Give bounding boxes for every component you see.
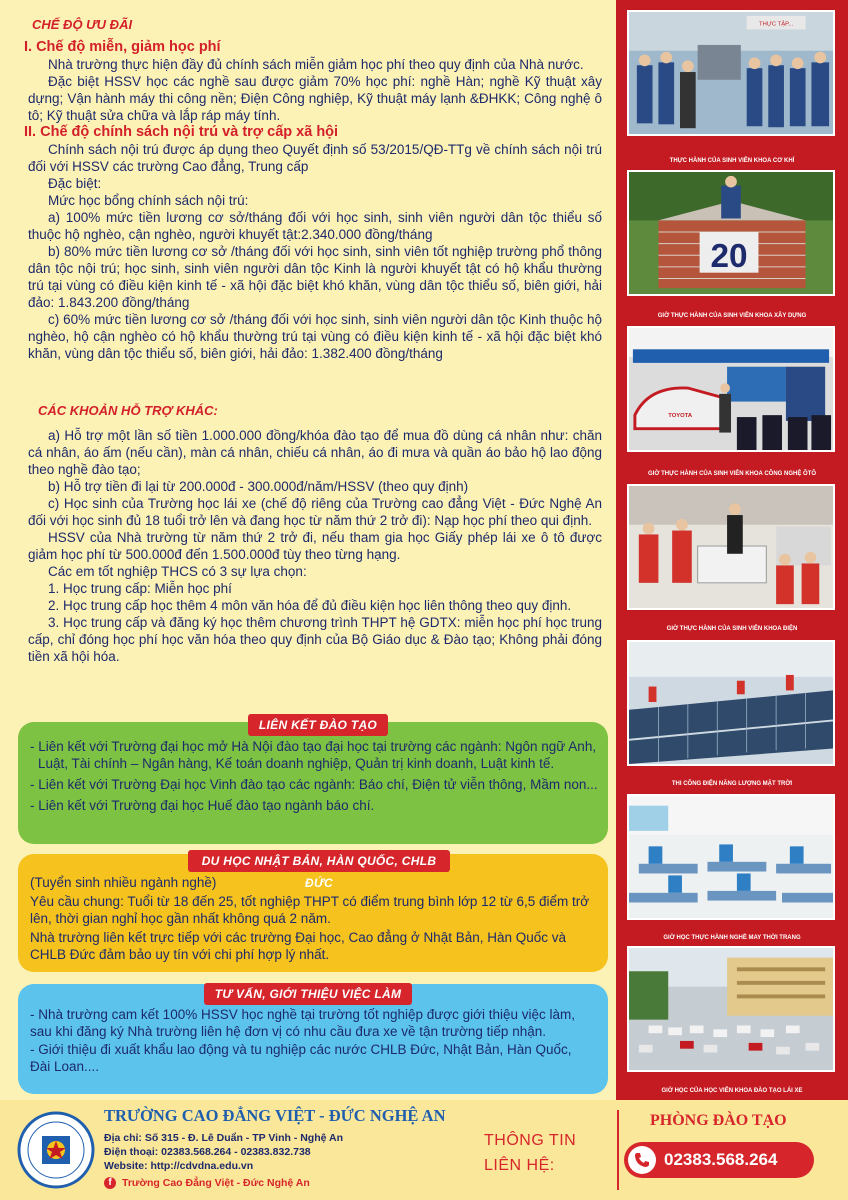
list-item: Nhà trường liên kết trực tiếp với các trường Đại học, Cao đẳng ở Nhật Bản, Hàn Quốc và CHLB Đức đảm bảo uy tín với chi phí hợp lý nhất. [30,930,567,962]
photo-tailoring [627,794,835,920]
training-link-list [30,738,598,814]
support-paragraph: Các em tốt nghiệp THCS có 3 sự lựa chọn: [48,564,307,579]
photo-electrical [627,484,835,610]
photo-automotive [627,326,835,452]
phone-icon [628,1146,656,1174]
contact-label-line: THÔNG TIN [484,1132,577,1149]
part2-paragraph: Chính sách nội trú được áp dụng theo Quyết định số 53/2015/QĐ-TTg về chính sách nội trú đối với HSSV các trường Cao đẳng, Trung cấp [28,142,602,174]
contact-label [484,1128,576,1178]
photo-column [616,0,848,1100]
photo-caption: THỰC HÀNH CỦA SINH VIÊN KHOA CƠ KHÍ [669,158,795,164]
photo-caption: GIỜ THỰC HÀNH CỦA SINH VIÊN KHOA ĐIỆN [666,626,798,632]
policy-section [24,16,602,362]
support-section [28,402,602,665]
photo-caption: GIỜ HỌC THỰC HÀNH NGHỀ MAY THỜI TRANG [663,935,801,941]
part2-paragraph: b) 80% mức tiền lương cơ sở /tháng đối với học sinh, sinh viên tốt nghiệp trường phổ thông dân tộc nội trú; học sinh, sinh viên người dân tộc Kinh là người khuyết tật có hộ khẩu thường trú tại vùng có điều kiện kinh tế - xã hội đặc biệt khó khăn, vùng dân tộc thiểu số, biên giới, hải đảo: 1.843.200 đồng/tháng [28,244,602,310]
list-item: (Tuyển sinh nhiều ngành nghề) [30,875,217,890]
part2-paragraph: Mức học bổng chính sách nội trú: [48,193,249,208]
list-item: - Nhà trường cam kết 100% HSSV học nghề tại trường tốt nghiệp được giới thiệu việc làm, sau khi đăng ký Nhà trường liên hệ đơn vị có nhu cầu đưa xe về tận trường tiếp nhận. [30,1007,576,1039]
study-abroad-list [30,874,596,963]
part1-paragraph: Nhà trường thực hiện đầy đủ chính sách miễn giảm học phí theo quy định của Nhà nước. [48,57,584,72]
study-abroad-title: DU HỌC NHẬT BẢN, HÀN QUỐC, CHLB ĐỨC [188,850,450,872]
hotline-number: 02383.568.264 [664,1150,778,1169]
list-item: Yêu cầu chung: Tuổi từ 18 đến 25, tốt nghiệp THPT có điểm trung bình lớp 12 từ 6,5 điểm trở lên, thời gian nghỉ học gần nhất không quá 2 năm. [30,894,590,926]
support-paragraph: 1. Học trung cấp: Miễn học phí [48,581,232,596]
photo-badge: TOYOTA [668,413,693,420]
list-item: - Liên kết với Trường Đại học Vinh đào tạo các ngành: Báo chí, Điện tử viễn thông, Mầm non... [30,777,598,792]
school-logo-icon [16,1110,96,1190]
photo-badge: 20 [710,238,748,275]
contact-label-line: LIÊN HỆ: [484,1157,555,1174]
address: Địa chỉ: Số 315 - Đ. Lê Duẩn - TP Vinh - Nghệ An [104,1132,344,1144]
policy-heading: CHẾ ĐỘ ƯU ĐÃI [32,17,133,32]
training-link-title: LIÊN KẾT ĐÀO TẠO [248,714,388,736]
part1-title: I. Chế độ miễn, giảm học phí [24,39,221,55]
support-paragraph: 3. Học trung cấp và đăng ký học thêm chương trình THPT hệ GDTX: miễn học phí học trung cấp, chỉ đóng học phí học văn hóa theo quy định của Bộ Giáo dục & Đào tạo; Không phải đóng tiền xã hội hóa. [28,615,602,664]
job-advice-title: TƯ VẤN, GIỚI THIỆU VIỆC LÀM [204,983,412,1005]
support-paragraph: HSSV của Nhà trường từ năm thứ 2 trở đi, nếu tham gia học Giấy phép lái xe ô tô được giảm học phí từ 500.000đ đến 1.500.000đ tùy theo từng hạng. [28,530,602,562]
support-heading: CÁC KHOẢN HỖ TRỢ KHÁC: [38,403,218,418]
photo-mechanical [627,10,835,136]
website-link[interactable]: Website: http://cdvdna.edu.vn [104,1160,254,1172]
list-item: - Giới thiệu đi xuất khẩu lao động và tu nghiệp các nước CHLB Đức, Nhật Bản, Hàn Quốc, Đài Loan.... [30,1042,572,1074]
part2-paragraph: c) 60% mức tiền lương cơ sở /tháng đối với học sinh, sinh viên người dân tộc Kinh thuộc hộ nghèo, hộ cận nghèo có hộ khẩu thường trú tại vùng có điều kiện kinh tế - xã hội đặc biệt khó khăn, vùng dân tộc thiểu số, biên giới, hải đảo: 1.382.400 đồng/tháng [28,312,602,361]
photo-solar [627,640,835,766]
part2-title: II. Chế độ chính sách nội trú và trợ cấp xã hội [24,124,339,140]
contact-details [104,1131,343,1173]
facebook-icon: f [104,1177,116,1189]
support-paragraph: c) Học sinh của Trường học lái xe (chế độ riêng của Trường cao đẳng Việt - Đức Nghệ An đối với học sinh đủ 18 tuổi trở lên và đang học từ năm thứ 2 trở đi): Nạp học phí theo qui định. [28,496,602,528]
part1-paragraph: Đặc biệt HSSV học các nghề sau được giảm 70% học phí: nghề Hàn; nghề Kỹ thuật xây dựng; Vận hành máy thi công nền; Điện Công nghiệp, Kỹ thuật máy lạnh &ĐHKK; Công nghệ ô tô; Kỹ thuật sửa chữa và lắp ráp máy tính. [28,74,602,123]
photo-caption: GIỜ THỰC HÀNH CỦA SINH VIÊN KHOA XÂY DỰNG [657,313,807,319]
support-paragraph: b) Hỗ trợ tiền đi lại từ 200.000đ - 300.000đ/năm/HSSV (theo quy định) [48,479,469,494]
office-title: PHÒNG ĐÀO TẠO [650,1112,787,1129]
hotline-badge[interactable] [624,1142,814,1178]
photo-caption: THI CÔNG ĐIỆN NĂNG LƯỢNG MẶT TRỜI [671,781,793,787]
job-advice-list [30,1006,594,1075]
list-item: - Liên kết với Trường đại học mở Hà Nội đào tạo đại học tại trường các ngành: Ngôn ngữ Anh, Luật, Tài chính – Ngân hàng, Kế toán doanh nghiệp, Quản trị kinh doanh, Luật kinh tế. [30,739,597,771]
support-paragraph: a) Hỗ trợ một lần số tiền 1.000.000 đồng/khóa đào tạo để mua đồ dùng cá nhân như: chăn cá nhân, áo ấm (nếu cần), màn cá nhân, chiếu cá nhân, áo đi mưa và quần áo bảo hộ lao động theo nghề đào tạo; [28,428,602,477]
phone: Điện thoại: 02383.568.264 - 02383.832.738 [104,1146,311,1158]
footer-divider [617,1110,619,1190]
footer [0,1100,848,1200]
photo-banner-text: THỰC TẬP... [759,21,794,28]
support-paragraph: 2. Học trung cấp học thêm 4 môn văn hóa để đủ điều kiện học liên thông theo quy định. [48,598,572,613]
part2-paragraph: a) 100% mức tiền lương cơ sở/tháng đối với học sinh, sinh viên người dân tộc thiểu số thuộc hộ nghèo, cận nghèo, người khuyết tật:2.340.000 đồng/tháng [28,210,602,242]
photo-caption: GIỜ THỰC HÀNH CỦA SINH VIÊN KHOA CÔNG NGHỆ ÔTÔ [648,471,816,477]
facebook-link[interactable] [104,1177,310,1189]
photo-driving [627,946,835,1072]
facebook-label: Trường Cao Đẳng Việt - Đức Nghệ An [122,1177,310,1189]
list-item: - Liên kết với Trường đại học Huế đào tạo ngành báo chí. [30,798,375,813]
photo-construction [627,170,835,296]
part2-paragraph: Đặc biệt: [48,176,102,191]
photo-caption: GIỜ HỌC CỦA HỌC VIÊN KHOA ĐÀO TẠO LÁI XE [661,1088,803,1094]
school-name: TRƯỜNG CAO ĐẲNG VIỆT - ĐỨC NGHỆ AN [104,1106,446,1125]
